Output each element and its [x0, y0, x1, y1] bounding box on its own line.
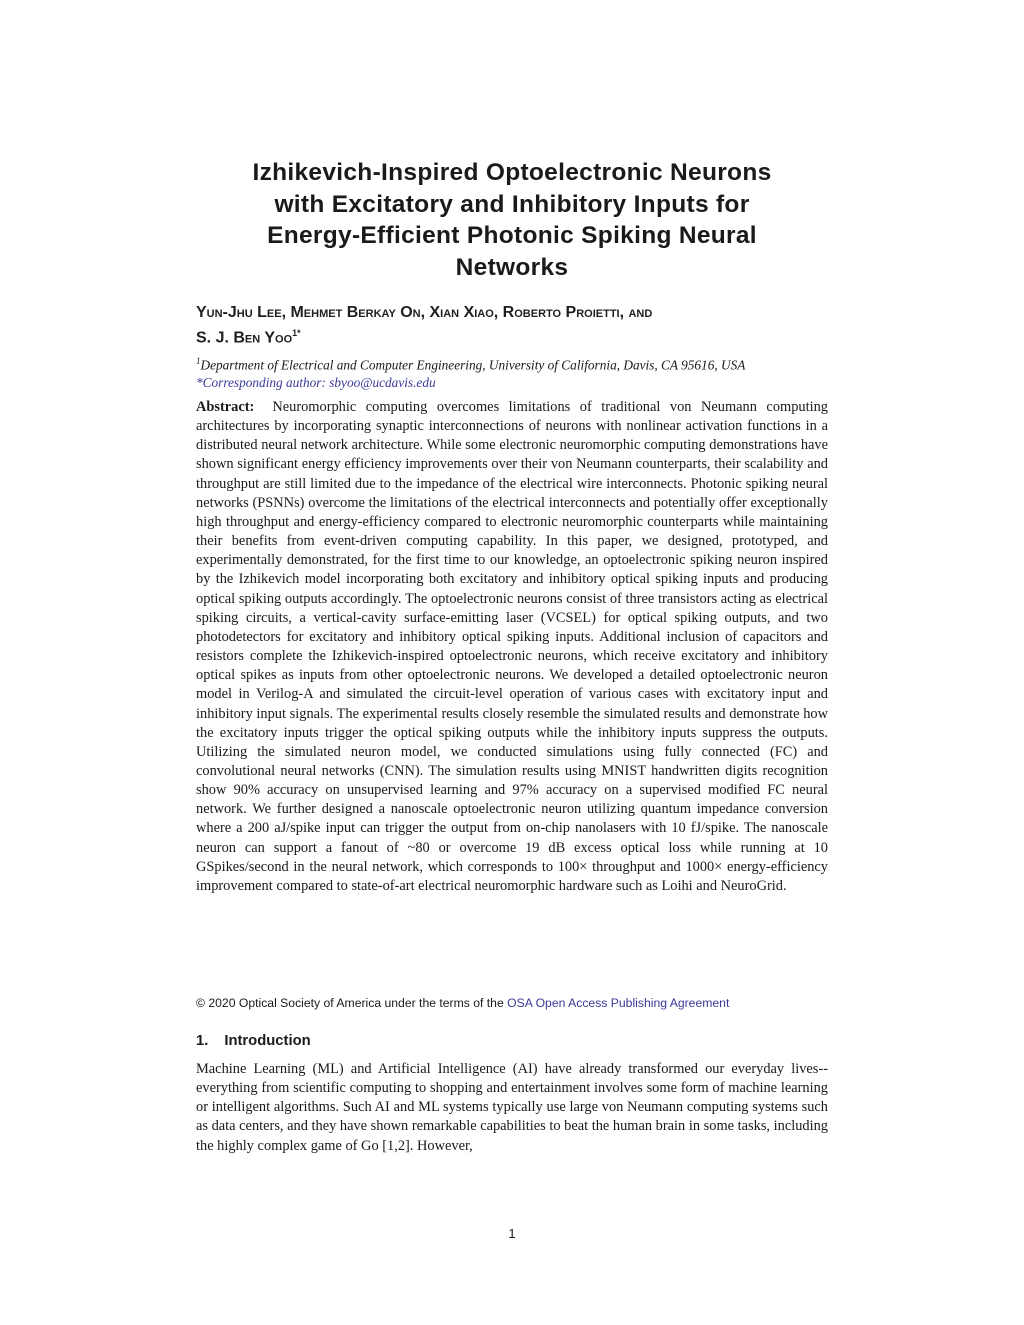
author-name: S. J. Ben Yoo	[196, 329, 293, 347]
license-link[interactable]: OSA Open Access Publishing Agreement	[507, 996, 730, 1010]
section-title: Introduction	[224, 1033, 311, 1049]
corresponding-author: *Corresponding author: sbyoo@ucdavis.edu	[196, 374, 436, 390]
copyright-notice	[196, 995, 836, 1011]
abstract-label: Abstract:	[196, 399, 255, 415]
paper-title	[196, 157, 828, 283]
affiliation-text: Department of Electrical and Computer Engineering, University of California, Davis, CA 95616, USA	[200, 357, 746, 373]
title-line: Networks	[455, 253, 569, 281]
title-line: with Excitatory and Inhibitory Inputs for	[274, 190, 750, 218]
section-number: 1.	[196, 1033, 209, 1049]
author-line-1: Yun-Jhu Lee, Mehmet Berkay On, Xian Xiao, Roberto Proietti, and	[196, 304, 653, 321]
title-line: Izhikevich-Inspired Optoelectronic Neurons	[252, 159, 772, 186]
affiliation-block	[196, 353, 836, 391]
copyright-text: © 2020 Optical Society of America under the terms of the	[196, 996, 504, 1010]
page-number: 1	[508, 1226, 516, 1241]
section-heading	[196, 1032, 311, 1051]
affiliation-marker: 1	[196, 356, 201, 366]
title-line: Energy-Efficient Photonic Spiking Neural	[267, 222, 757, 249]
author-marker: 1*	[292, 328, 301, 338]
intro-paragraph: Machine Learning (ML) and Artificial Intelligence (AI) have already transformed our everyday lives--everything from scientific computing to shopping and entertainment involves some form of machine learning or intelligent algorithms. Such AI and ML systems typically use large von Neumann computing systems such as data centers, and they have shown remarkable capabilities to beat the human brain in some tasks, including the highly complex game of Go [1,2]. However,	[196, 1061, 828, 1154]
affiliation	[196, 353, 836, 374]
abstract	[196, 398, 828, 896]
abstract-text: Neuromorphic computing overcomes limitations of traditional von Neumann computing architectures by incorporating synaptic interconnections of neurons with nonlinear activation functions in a distributed neural network architecture. While some electronic neuromorphic computing demonstrations have shown significant energy efficiency improvements over their von Neumann counterparts, their scalability and throughput are still limited due to the impedance of the electrical wire interconnects. Photonic spiking neural networks (PSNNs) overcome the limitations of the electrical interconnects and potentially offer exceptionally high throughput and energy-efficiency compared to electronic neuromorphic counterparts while maintaining their benefits from event-driven computing capability. In this paper, we designed, prototyped, and experimentally demonstrated, for the first time to our knowledge, an optoelectronic spiking neuron inspired by the Izhikevich model incorporating both excitatory and inhibitory optical spiking inputs and producing optical spiking outputs accordingly. The optoelectronic neurons consist of three transistors acting as electrical spiking circuits, a vertical-cavity surface-emitting laser (VCSEL) for optical spiking outputs, and two photodetectors for excitatory and inhibitory optical spiking inputs. Additional inclusion of capacitors and resistors complete the Izhikevich-inspired optoelectronic neurons, which receive excitatory and inhibitory optical spikes as inputs from other optoelectronic neurons. We developed a detailed optoelectronic neuron model in Verilog-A and simulated the circuit-level operation of various cases with excitatory input and inhibitory input signals. The experimental results closely resemble the simulated results and demonstrate how the excitatory inputs trigger the optical spiking outputs while the inhibitory inputs suppress the outputs. Utilizing the simulated neuron model, we conducted simulations using fully connected (FC) and convolutional neural networks (CNN). The simulation results using MNIST handwritten digits recognition show 90% accuracy on unsupervised learning and 97% accuracy on a supervised modified FC neural network. We further designed a nanoscale optoelectronic neuron utilizing quantum impedance conversion where a 200 aJ/spike input can trigger the output from on-chip nanolasers with 10 fJ/spike. The nanoscale neuron can support a fanout of ~80 or overcome 19 dB excess optical loss while running at 10 GSpikes/second in the neural network, which corresponds to 100× throughput and 1000× energy-efficiency improvement compared to state-of-art electrical neuromorphic hardware such as Loihi and NeuroGrid.	[196, 399, 828, 894]
author-line-2	[196, 323, 836, 348]
author-list	[196, 302, 836, 348]
